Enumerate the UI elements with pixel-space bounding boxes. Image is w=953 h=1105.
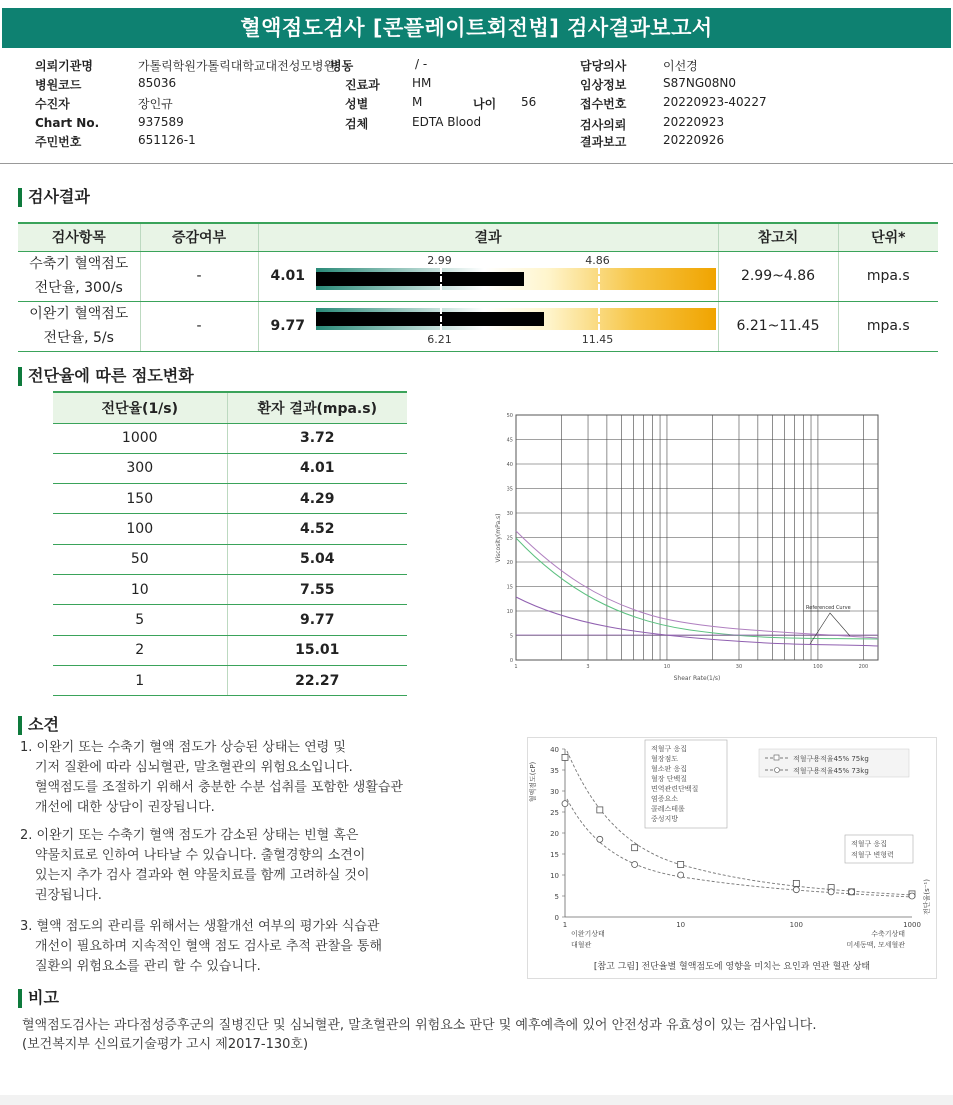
viscosity: 7.55 xyxy=(227,574,407,604)
specimen-label: 검체 xyxy=(345,117,369,131)
annotation-pointer xyxy=(810,613,850,644)
shear-header-row xyxy=(53,392,407,423)
y-tick-label: 15 xyxy=(506,584,513,591)
opinion-paragraph-2 xyxy=(20,826,369,906)
table-row xyxy=(53,453,407,483)
viscosity: 15.01 xyxy=(227,635,407,665)
ref-high-label: 4.86 xyxy=(585,253,610,267)
shear-rate: 300 xyxy=(53,453,227,483)
circle-marker xyxy=(597,836,603,842)
text-line: 권장됩니다. xyxy=(35,888,102,903)
table-row xyxy=(53,423,407,453)
x-tick-label: 10 xyxy=(663,664,671,670)
x-axis-ticks xyxy=(514,664,868,670)
shear-rate: 1000 xyxy=(53,423,227,453)
clinical-value: S87NG08N0 xyxy=(663,76,737,90)
institution-label: 의뢰기관명 xyxy=(35,59,93,73)
report-date-label: 결과보고 xyxy=(580,135,627,149)
reference-figure xyxy=(527,737,937,979)
y-tick-label: 40 xyxy=(506,462,513,468)
circle-marker xyxy=(562,801,568,807)
right-note-line: 적혈구 변형력 xyxy=(851,851,894,859)
viscosity: 4.29 xyxy=(227,484,407,514)
item-line2: 전단율, 300/s xyxy=(34,280,123,296)
note-line-1: 혈액점도검사는 과다점성증후군의 질병진단 및 심뇌혈관, 말초혈관의 위험요소 판단 및 예후예측에 있어 안전성과 유효성이 있는 검사입니다. xyxy=(22,1018,817,1033)
specimen-value: EDTA Blood xyxy=(412,115,482,129)
y-tick-label: 20 xyxy=(550,830,559,838)
right-note-line: 적혈구 응집 xyxy=(851,840,888,848)
factor-item: 염증요소 xyxy=(651,795,679,803)
change-flag: - xyxy=(140,251,258,301)
legend-73kg: 적혈구용적율45% 73kg xyxy=(793,767,869,775)
table-row xyxy=(53,544,407,574)
y-tick-label: 25 xyxy=(506,535,513,542)
circle-marker xyxy=(828,889,834,895)
shear-rate: 50 xyxy=(53,544,227,574)
square-marker xyxy=(562,754,568,760)
x-right-note-2: 미세동맥, 모세혈관 xyxy=(846,941,905,949)
x-left-note-1: 이완기상태 xyxy=(571,930,605,938)
text-line: 있는지 추가 검사 결과와 현 약물치료를 함께 고려하실 것이 xyxy=(35,868,370,883)
item-line1: 수축기 혈액점도 xyxy=(29,256,129,272)
doctor-value: 이선경 xyxy=(663,59,698,73)
legend-marker-75kg xyxy=(774,755,779,760)
y-tick-label: 10 xyxy=(550,872,559,880)
viscosity: 4.52 xyxy=(227,514,407,544)
y-axis-ticks xyxy=(507,413,513,664)
results-section-title: 검사결과 xyxy=(18,187,90,207)
shear-rate: 2 xyxy=(53,635,227,665)
receipt-value: 20220923-40227 xyxy=(663,95,767,109)
y-tick-label: 0 xyxy=(554,914,559,922)
y-axis-label-right: 전단율(s⁻¹) xyxy=(923,879,931,915)
hospital-code-value: 85036 xyxy=(138,76,177,90)
change-flag: - xyxy=(140,301,258,351)
reference-range: 6.21~11.45 xyxy=(718,301,838,351)
table-row xyxy=(53,514,407,544)
y-tick-label: 5 xyxy=(554,893,559,901)
ref-low-label: 2.99 xyxy=(427,253,452,267)
y-tick-label: 25 xyxy=(550,809,559,817)
factor-item: 면역관련단백질 xyxy=(651,785,699,793)
y-axis-label: 혈액점도(cP) xyxy=(529,761,537,803)
square-marker xyxy=(678,862,684,868)
legend-75kg: 적혈구용적율45% 75kg xyxy=(793,755,869,763)
item-name xyxy=(18,251,140,301)
circle-marker xyxy=(849,889,855,895)
request-value: 20220923 xyxy=(663,115,725,129)
result-row-diastolic xyxy=(18,301,938,351)
text-line: 혈액점도를 조절하기 위해서 충분한 수분 섭취를 포함한 생활습관 xyxy=(35,780,403,795)
y-axis-label: Viscosity(mPa.s) xyxy=(495,513,502,563)
opinion-paragraph-1 xyxy=(20,738,403,818)
item-line2: 전단율, 5/s xyxy=(43,330,114,346)
table-row xyxy=(53,635,407,665)
col-header-change: 증감여부 xyxy=(140,223,258,251)
reference-curve-green xyxy=(516,538,878,639)
x-tick-label: 1 xyxy=(514,664,518,670)
dept-value: HM xyxy=(412,76,432,90)
y-tick-label: 15 xyxy=(550,851,559,859)
circle-marker xyxy=(632,862,638,868)
factor-item: 혈장 단백질 xyxy=(651,775,688,783)
patient-value: 장인규 xyxy=(138,97,173,111)
factor-item: 혈소판 응집 xyxy=(651,765,688,773)
request-label: 검사의뢰 xyxy=(580,118,627,132)
opinion-section-title: 소견 xyxy=(18,715,59,735)
note-line-2: (보건복지부 신의료기술평가 고시 제2017-130호) xyxy=(22,1037,309,1052)
opinion-paragraph-3 xyxy=(20,917,382,977)
text-line: 개선에 대한 상담이 권장됩니다. xyxy=(35,800,215,815)
id-value: 651126-1 xyxy=(138,133,196,147)
chart-no-label: Chart No. xyxy=(35,116,100,130)
ward-value: / - xyxy=(415,57,428,71)
text-line: 질환의 위험요소를 관리 할 수 있습니다. xyxy=(35,959,261,974)
note-section-title: 비고 xyxy=(18,988,59,1008)
unit: mpa.s xyxy=(838,301,938,351)
doctor-label: 담당의사 xyxy=(580,59,627,73)
y-tick-label: 10 xyxy=(506,609,513,615)
square-marker xyxy=(793,880,799,886)
viscosity-curve-chart xyxy=(490,410,890,685)
viscosity: 5.04 xyxy=(227,544,407,574)
text-line: 1. 이완기 또는 수축기 혈액 점도가 상승된 상태는 연령 및 xyxy=(20,740,346,755)
table-row xyxy=(53,484,407,514)
shear-rate: 150 xyxy=(53,484,227,514)
x-tick-label: 100 xyxy=(789,921,804,929)
item-line1: 이완기 혈액점도 xyxy=(29,306,129,322)
x-left-note-2: 대혈관 xyxy=(571,941,592,949)
circle-marker xyxy=(793,887,799,893)
y-tick-label: 30 xyxy=(506,511,513,517)
table-row xyxy=(53,605,407,635)
x-tick-label: 100 xyxy=(813,664,823,670)
viscosity: 4.01 xyxy=(227,453,407,483)
shear-rate: 1 xyxy=(53,665,227,695)
y-tick-label: 45 xyxy=(506,437,513,444)
text-line: 개선이 필요하며 지속적인 혈액 점도 검사로 추적 관찰을 통해 xyxy=(35,939,383,954)
factor-item: 중성지방 xyxy=(651,815,679,823)
viscosity: 22.27 xyxy=(227,665,407,695)
hospital-code-label: 병원코드 xyxy=(35,78,82,92)
circle-marker xyxy=(678,872,684,878)
shear-rate: 10 xyxy=(53,574,227,604)
patient-label: 수진자 xyxy=(35,97,70,111)
shear-rate: 100 xyxy=(53,514,227,544)
y-tick-label: 35 xyxy=(550,767,559,775)
viscosity: 9.77 xyxy=(227,605,407,635)
y-tick-label: 20 xyxy=(506,560,513,566)
factor-item: 콜레스테롤 xyxy=(651,805,685,813)
result-bar xyxy=(316,268,716,290)
institution-value: 가톨릭학원가톨릭대학교대전성모병원 xyxy=(138,59,336,73)
result-cell xyxy=(258,251,718,301)
text-line: 약물치료로 인하여 나타날 수 있습니다. 출혈경향의 소견이 xyxy=(35,848,366,863)
viscosity: 3.72 xyxy=(227,423,407,453)
item-name xyxy=(18,301,140,351)
col-header-patient-result: 환자 결과(mpa.s) xyxy=(227,392,407,423)
col-header-item: 검사항목 xyxy=(18,223,140,251)
col-header-reference: 참고치 xyxy=(718,223,838,251)
circle-marker xyxy=(909,893,915,899)
y-tick-label: 35 xyxy=(506,486,513,493)
table-row xyxy=(53,665,407,695)
figure-caption: [참고 그림] 전단율별 혈액점도에 영향을 미치는 요인과 연관 혈관 상태 xyxy=(593,962,871,972)
ref-low-marker xyxy=(440,308,442,330)
reference-range: 2.99~4.86 xyxy=(718,251,838,301)
results-table xyxy=(18,222,938,352)
ward-label: 병동 xyxy=(330,59,354,73)
legend-marker-73kg xyxy=(775,768,780,773)
result-value: 4.01 xyxy=(270,268,306,284)
info-divider xyxy=(0,163,953,164)
chart-no-value: 937589 xyxy=(138,115,184,129)
y-tick-label: 30 xyxy=(550,788,559,796)
x-tick-label: 3 xyxy=(586,664,590,670)
result-bar xyxy=(316,308,716,330)
square-marker xyxy=(597,807,603,813)
shear-table xyxy=(53,391,407,696)
x-right-note-1: 수축기상태 xyxy=(871,930,905,938)
x-tick-label: 1000 xyxy=(903,921,921,929)
x-tick-label: 10 xyxy=(676,921,686,929)
receipt-label: 접수번호 xyxy=(580,97,627,111)
col-header-result: 결과 xyxy=(258,223,718,251)
result-row-systolic xyxy=(18,251,938,301)
ref-high-marker xyxy=(598,268,600,290)
y-tick-label: 5 xyxy=(509,633,513,640)
shear-rate: 5 xyxy=(53,605,227,635)
y-tick-label: 50 xyxy=(506,413,513,419)
factor-item: 적혈구 응집 xyxy=(651,745,688,753)
annotation-label: Referenced Curve xyxy=(806,605,851,611)
x-tick-label: 30 xyxy=(735,664,743,670)
factor-item: 혈장점도 xyxy=(651,755,679,763)
y-tick-label: 0 xyxy=(509,658,513,664)
ref-low-marker xyxy=(440,268,442,290)
col-header-shear-rate: 전단율(1/s) xyxy=(53,392,227,423)
shear-section-title: 전단율에 따른 점도변화 xyxy=(18,366,194,386)
ref-high-label: 11.45 xyxy=(581,332,614,346)
x-tick-label: 200 xyxy=(858,664,869,670)
report-date-value: 20220926 xyxy=(663,133,725,147)
text-line: 2. 이완기 또는 수축기 혈액 점도가 감소된 상태는 빈혈 혹은 xyxy=(20,828,359,843)
clinical-label: 임상정보 xyxy=(580,78,627,92)
age-value: 56 xyxy=(521,95,537,109)
dept-label: 진료과 xyxy=(345,78,380,92)
table-row xyxy=(53,574,407,604)
text-line: 3. 혈액 점도의 관리를 위해서는 생활개선 여부의 평가와 식습관 xyxy=(20,919,380,934)
col-header-unit: 단위* xyxy=(838,223,938,251)
sex-label: 성별 xyxy=(345,97,369,111)
report-title: 혈액점도검사 [콘플레이트회전법] 검사결과보고서 xyxy=(2,8,951,48)
results-header-row xyxy=(18,223,938,251)
y-tick-label: 40 xyxy=(550,746,559,754)
result-bar-fill xyxy=(316,312,544,326)
square-marker xyxy=(632,845,638,851)
x-tick-label: 1 xyxy=(562,921,568,929)
result-bar-fill xyxy=(316,272,524,286)
result-cell xyxy=(258,301,718,351)
id-label: 주민번호 xyxy=(35,135,82,149)
x-axis-label: Shear Rate(1/s) xyxy=(673,675,721,682)
unit: mpa.s xyxy=(838,251,938,301)
age-label: 나이 xyxy=(473,97,497,111)
ref-low-label: 6.21 xyxy=(427,332,452,346)
text-line: 기저 질환에 따라 심뇌혈관, 말초혈관의 위험요소입니다. xyxy=(35,760,353,775)
result-value: 9.77 xyxy=(270,318,306,334)
sex-value: M xyxy=(412,95,423,109)
ref-high-marker xyxy=(598,308,600,330)
